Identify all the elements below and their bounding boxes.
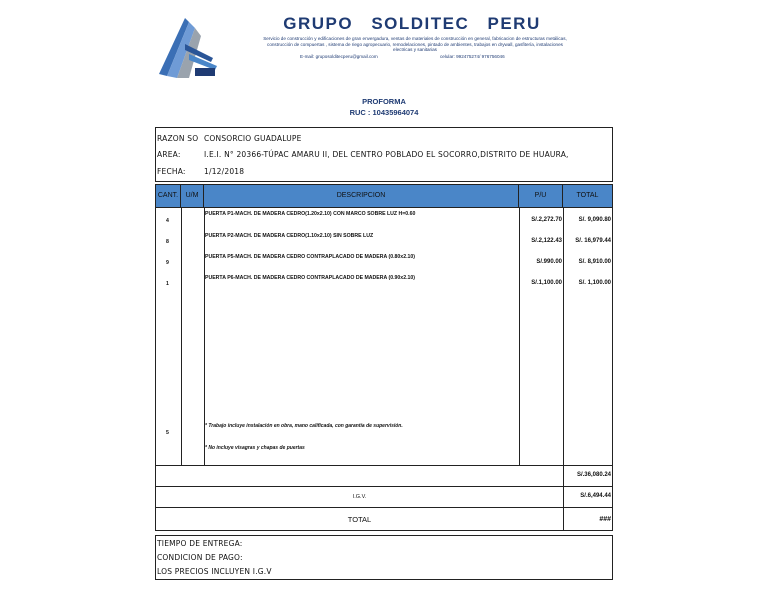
proforma-ruc: RUC : 10435964074 (349, 108, 419, 117)
row-4-total: S/. 1,100.00 (578, 280, 611, 286)
company-title: GRUPO SOLDITEC PERU (283, 14, 541, 33)
row-2-total: S/. 16,979.44 (575, 238, 611, 244)
note-line-1: * Trabajo incluye instalación en obra, mano calificada, con garantía de supervisión. (205, 423, 403, 429)
igv-row (155, 486, 613, 508)
table-header-row (156, 185, 612, 208)
company-phone: celular: 992475274/ 976756046 (440, 54, 505, 59)
subtotal-row (155, 465, 613, 487)
company-email: E-mail: gruposolditecperu@gmail.com (300, 54, 378, 59)
row-1-desc: PUERTA P1-MACH. DE MADERA CEDRO(1.20x2.10) CON MARCO SOBRE LUZ H=0.60 (205, 211, 416, 217)
header-total: TOTAL (563, 185, 612, 207)
igv-label: I.G.V. (352, 494, 367, 500)
total-value: ### (599, 516, 611, 523)
fecha-label: FECHA: (157, 167, 186, 176)
row-3-cant: 9 (166, 260, 169, 266)
terms-box (155, 535, 613, 580)
column-divider (181, 207, 182, 465)
column-divider (519, 207, 520, 465)
row-4-cant: 1 (166, 281, 169, 287)
fecha-value: 1/12/2018 (204, 167, 245, 176)
items-table (155, 184, 613, 466)
row-1-total: S/. 9,090.80 (578, 217, 611, 223)
header-pu: P/U (519, 185, 563, 207)
row-2-pu: S/.2,122.43 (531, 238, 562, 244)
total-row (155, 507, 613, 531)
column-divider (563, 207, 564, 465)
note-line-2: * No incluye visagras y chapas de puertas (205, 445, 305, 451)
row-4-pu: S/.1,100.00 (531, 280, 562, 286)
subtotal-value: S/.36,080.24 (576, 472, 611, 478)
area-value: I.E.I. N° 20366-TÚPAC AMARU II, DEL CENTRO POBLADO EL SOCORRO,DISTRITO DE HUAURA, (204, 150, 569, 159)
row-3-desc: PUERTA P5-MACH. DE MADERA CEDRO CONTRAPLACADO DE MADERA (0.80x2.10) (205, 254, 416, 260)
row-1-pu: S/.2,272.70 (531, 217, 562, 223)
condicion-pago: CONDICION DE PAGO: (157, 553, 243, 562)
razon-value: CONSORCIO GUADALUPE (204, 134, 302, 143)
header-cant: CANT. (156, 185, 181, 207)
row-2-desc: PUERTA P2-MACH. DE MADERA CEDRO(1.10x2.10) SIN SOBRE LUZ (205, 233, 374, 239)
tiempo-entrega: TIEMPO DE ENTREGA: (157, 539, 243, 548)
area-label: AREA: (157, 150, 181, 159)
row-1-cant: 4 (166, 218, 169, 224)
precios-incluyen: LOS PRECIOS INCLUYEN I.G.V (157, 567, 272, 576)
company-description-line-3: electricas y sanitarias (393, 47, 437, 52)
total-label: TOTAL (347, 515, 372, 524)
row-3-total: S/. 8,910.00 (578, 259, 611, 265)
header-um: U/M (181, 185, 204, 207)
row-2-cant: 8 (166, 239, 169, 245)
company-description-line-2: construcción de compuertas , sistema de riego agropecuario, remodelaciones, pintado de ambientes, trabajos en drywall, gasfitería, instalaciones (267, 41, 563, 47)
note-cant: 5 (166, 430, 169, 436)
igv-value: S/.6,494.44 (580, 493, 611, 499)
row-4-desc: PUERTA P6-MACH. DE MADERA CEDRO CONTRAPLACADO DE MADERA (0.90x2.10) (205, 275, 416, 281)
header-descripcion: DESCRIPCION (204, 185, 519, 207)
proforma-title: PROFORMA (362, 97, 406, 106)
client-info-box (155, 127, 613, 182)
razon-label: RAZON SO (157, 134, 199, 143)
row-3-pu: S/.990.00 (536, 259, 562, 265)
company-description-line-1: Servicio de construcción y edificaciones de gran envergadura, ventas de materiales de construcción en general, fabricacion de estructuras metálicas, (263, 36, 567, 41)
